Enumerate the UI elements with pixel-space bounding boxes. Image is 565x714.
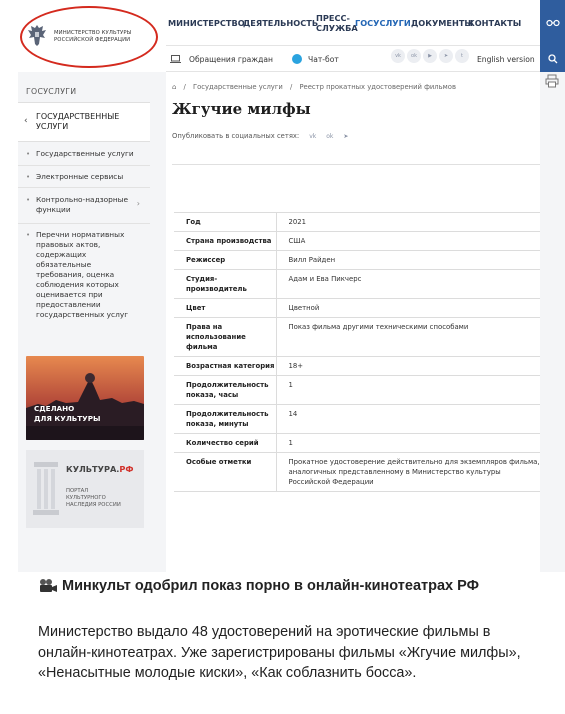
table-row <box>174 270 540 299</box>
appeal-link[interactable] <box>170 46 273 72</box>
table-row <box>174 251 540 270</box>
detail-key: Год <box>174 213 276 232</box>
share-label: Опубликовать в социальных сетях: <box>172 132 300 140</box>
english-version-link[interactable]: English version <box>477 54 535 64</box>
bullet-icon: • <box>26 150 31 158</box>
telegram-icon[interactable]: ➤ <box>343 132 349 140</box>
breadcrumb-separator: / <box>289 83 293 91</box>
right-gutter <box>540 72 565 572</box>
made-for-culture-banner[interactable] <box>26 356 144 440</box>
kultura-rf-sub-3: НАСЛЕДИЯ РОССИИ <box>66 502 121 508</box>
breadcrumb-state-services[interactable]: Государственные услуги <box>192 83 283 91</box>
breadcrumb-separator: / <box>183 83 186 91</box>
sub-navigation <box>166 46 540 72</box>
print-icon[interactable] <box>545 74 559 88</box>
column-icon <box>32 460 60 516</box>
detail-key: Студия-производитель <box>174 270 276 299</box>
post-headline-text: Минкульт одобрил показ порно в онлайн-кинотеатрах РФ <box>62 578 479 594</box>
breadcrumb-film-registry[interactable]: Реестр прокатных удостоверений фильмов <box>299 83 456 91</box>
kultura-rf-banner[interactable] <box>26 450 144 528</box>
detail-value: 1 <box>276 434 540 453</box>
table-row <box>174 376 540 405</box>
kultura-rf-title <box>66 464 134 474</box>
sidebar-item-e-services[interactable] <box>18 166 150 188</box>
post-headline <box>38 578 479 594</box>
main-content <box>166 72 540 572</box>
glasses-icon[interactable] <box>540 0 565 46</box>
kultura-rf-title-b: РФ <box>119 464 134 474</box>
logo-line-1: МИНИСТЕРСТВО КУЛЬТУРЫ <box>54 30 132 36</box>
post-body: Министерство выдало 48 удостоверений на эротические фильмы в онлайн-кинотеатрах. Уже зарегистрированы фильмы «Жгучие милфы», «Ненасытные молодые киски», «Как соблазнить босса». <box>38 624 521 681</box>
sidebar-item-state-services[interactable] <box>18 142 150 166</box>
vk-icon[interactable]: vk <box>391 49 405 63</box>
sidebar-item-label: Электронные сервисы <box>36 172 124 181</box>
chevron-right-icon: › <box>136 199 140 208</box>
table-row <box>174 299 540 318</box>
table-row <box>174 405 540 434</box>
top-navigation <box>166 0 540 46</box>
sidebar-item-label: Перечни нормативных правовых актов, содержащих обязательные требования, оценка соблюдения которых оценивается при предоставлении государственных услуг <box>36 230 129 319</box>
search-icon[interactable] <box>540 46 565 72</box>
bullet-icon: • <box>26 173 31 181</box>
chevron-left-icon: ‹ <box>24 116 28 126</box>
banner1-line-1: СДЕЛАНО <box>34 404 75 413</box>
movie-camera-icon <box>38 578 58 594</box>
detail-key: Продолжительность показа, минуты <box>174 405 276 434</box>
detail-value: США <box>276 232 540 251</box>
detail-value: 2021 <box>276 213 540 232</box>
telegram-icon[interactable]: ➤ <box>439 49 453 63</box>
divider <box>172 164 546 165</box>
sidebar-item-label: Государственные услуги <box>36 149 134 158</box>
nav-documents[interactable]: ДОКУМЕНТЫ <box>411 18 473 28</box>
detail-value: 18+ <box>276 357 540 376</box>
share-bar <box>172 132 348 140</box>
logo-area[interactable] <box>18 0 166 72</box>
nav-activity[interactable]: ДЕЯТЕЛЬНОСТЬ <box>243 18 319 28</box>
twitter-icon[interactable]: t <box>455 49 469 63</box>
appeal-label: Обращения граждан <box>189 54 274 64</box>
table-row <box>174 453 540 492</box>
city-panorama-image <box>26 356 144 440</box>
detail-value: Прокатное удостоверение действительно для экземпляров фильма, аналогичных представленному в Министерство культуры Российской Федерации <box>276 453 540 492</box>
sidebar-group-label: ГОСУДАРСТВЕННЫЕ УСЛУГИ <box>36 112 120 131</box>
detail-key: Цвет <box>174 299 276 318</box>
detail-value: Показ фильма другими техническими способами <box>276 318 540 357</box>
detail-value: 14 <box>276 405 540 434</box>
chatbot-label: Чат-бот <box>308 54 339 64</box>
logo-line-2: РОССИЙСКОЙ ФЕДЕРАЦИИ <box>54 36 131 43</box>
youtube-icon[interactable]: ▶ <box>423 49 437 63</box>
detail-value: 1 <box>276 376 540 405</box>
table-row <box>174 213 540 232</box>
sidebar-heading: ГОСУСЛУГИ <box>26 87 77 96</box>
detail-key: Особые отметки <box>174 453 276 492</box>
detail-key: Режиссер <box>174 251 276 270</box>
detail-key: Продолжительность показа, часы <box>174 376 276 405</box>
nav-gosuslugi[interactable]: ГОСУСЛУГИ <box>355 18 411 28</box>
detail-value: Вилл Райден <box>276 251 540 270</box>
sidebar-item-control[interactable] <box>18 188 150 224</box>
telegram-icon <box>292 54 302 64</box>
ok-icon[interactable]: ok <box>326 132 334 140</box>
page-title: Жгучие милфы <box>172 100 311 118</box>
kultura-rf-title-a: КУЛЬТУРА. <box>66 464 120 474</box>
chatbot-link[interactable] <box>292 46 339 72</box>
sidebar-group-gosuslugi[interactable] <box>18 102 150 142</box>
table-row <box>174 318 540 357</box>
kultura-rf-sub-1: ПОРТАЛ <box>66 488 89 494</box>
sidebar-item-normative-acts[interactable] <box>18 224 150 342</box>
detail-value: Адам и Ева Пикчерс <box>276 270 540 299</box>
sidebar <box>18 72 150 572</box>
table-row <box>174 232 540 251</box>
film-details-table <box>174 212 540 492</box>
banner1-line-2: ДЛЯ КУЛЬТУРЫ <box>34 414 101 423</box>
detail-key: Страна производства <box>174 232 276 251</box>
breadcrumb <box>172 83 461 91</box>
banner1-text <box>34 404 100 424</box>
red-highlight-oval <box>20 6 158 68</box>
nav-contacts[interactable]: КОНТАКТЫ <box>468 18 522 28</box>
bullet-icon: • <box>26 196 31 204</box>
vk-icon[interactable]: vk <box>309 132 317 140</box>
laptop-icon <box>170 55 181 63</box>
table-row <box>174 434 540 453</box>
bullet-icon: • <box>26 231 31 239</box>
detail-value: Цветной <box>276 299 540 318</box>
screenshot <box>18 0 565 572</box>
home-icon[interactable]: ⌂ <box>172 83 177 91</box>
detail-key: Количество серий <box>174 434 276 453</box>
detail-key: Возрастная категория <box>174 357 276 376</box>
sidebar-item-label: Контрольно-надзорные функции <box>36 195 129 214</box>
nav-ministry[interactable]: МИНИСТЕРСТВО <box>168 18 245 28</box>
detail-key: Права на использование фильма <box>174 318 276 357</box>
nav-press[interactable]: ПРЕСС- СЛУЖБА <box>316 13 358 33</box>
table-row <box>174 357 540 376</box>
kultura-rf-sub-2: КУЛЬТУРНОГО <box>66 495 106 501</box>
kultura-rf-subtitle <box>66 488 121 509</box>
ok-icon[interactable]: ok <box>407 49 421 63</box>
